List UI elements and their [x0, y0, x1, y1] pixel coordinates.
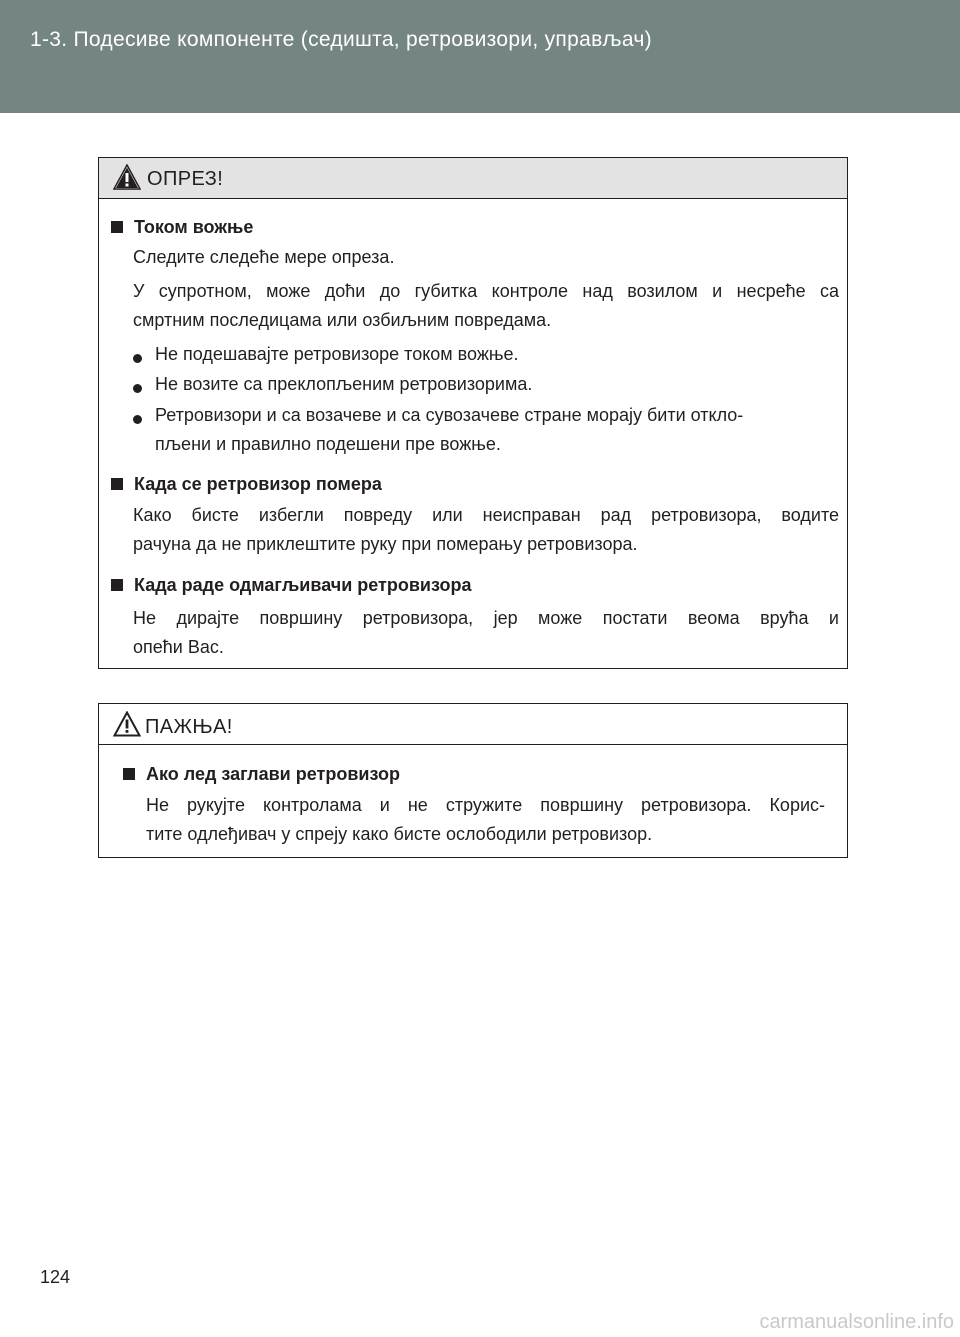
round-bullet-icon [133, 354, 142, 363]
body-text: Следите следеће мере опреза. [133, 247, 395, 267]
square-bullet-icon [111, 221, 123, 233]
chapter-header [0, 0, 960, 113]
body-line: Како бисте избегли повреду или неисправан рад ретровизора, водите [133, 505, 839, 525]
body-line: Не дирајте површину ретровизора, јер може постати веома врућа и [133, 608, 839, 628]
watermark: carmanualsonline.info [759, 1311, 954, 1333]
bullet-text: пљени и правилно подешени пре вожње. [155, 434, 501, 454]
section-title: Током вожње [111, 217, 253, 238]
section-title: Када раде одмагљивачи ретровизора [111, 575, 471, 596]
round-bullet-icon [133, 415, 142, 424]
page-number: 124 [40, 1267, 71, 1287]
square-bullet-icon [123, 768, 135, 780]
warning-triangle-icon [113, 711, 141, 737]
body-paragraph [146, 791, 825, 849]
notice-header [99, 704, 847, 745]
square-bullet-icon [111, 579, 123, 591]
square-bullet-icon [111, 478, 123, 490]
body-line: смртним последицама или озбиљним повредама. [133, 310, 552, 330]
bullet-text: Не подешавајте ретровизоре током вожње. [155, 344, 519, 364]
body-line: тите одлеђивач у спреју како бисте ослободили ретровизор. [146, 824, 653, 844]
body-paragraph [133, 501, 839, 559]
chapter-title: 1-3. Подесиве компоненте (седишта, ретровизори, управљач) [30, 28, 652, 51]
body-paragraph [133, 604, 839, 662]
body-line: рачуна да не приклештите руку при померању ретровизора. [133, 534, 638, 554]
body-line: У супротном, може доћи до губитка контроле над возилом и несреће са [133, 281, 839, 301]
notice-label: ПАЖЊА! [145, 716, 233, 738]
bullet-text: Ретровизори и са возачеве и са сувозачеве стране морају бити откло- [155, 405, 744, 425]
round-bullet-icon [133, 384, 142, 393]
section-title: Ако лед заглави ретровизор [123, 764, 400, 785]
warning-triangle-icon [113, 164, 141, 190]
notice-box [98, 703, 848, 858]
bullet-text: Не возите са преклопљеним ретровизорима. [155, 374, 533, 394]
body-line: опећи Вас. [133, 637, 224, 657]
caution-header [99, 158, 847, 199]
section-title: Када се ретровизор помера [111, 474, 382, 495]
body-line: Не рукујте контролама и не стружите површину ретровизора. Корис- [146, 795, 825, 815]
body-paragraph [133, 277, 839, 335]
caution-box [98, 157, 848, 669]
caution-label: ОПРЕЗ! [147, 168, 224, 190]
